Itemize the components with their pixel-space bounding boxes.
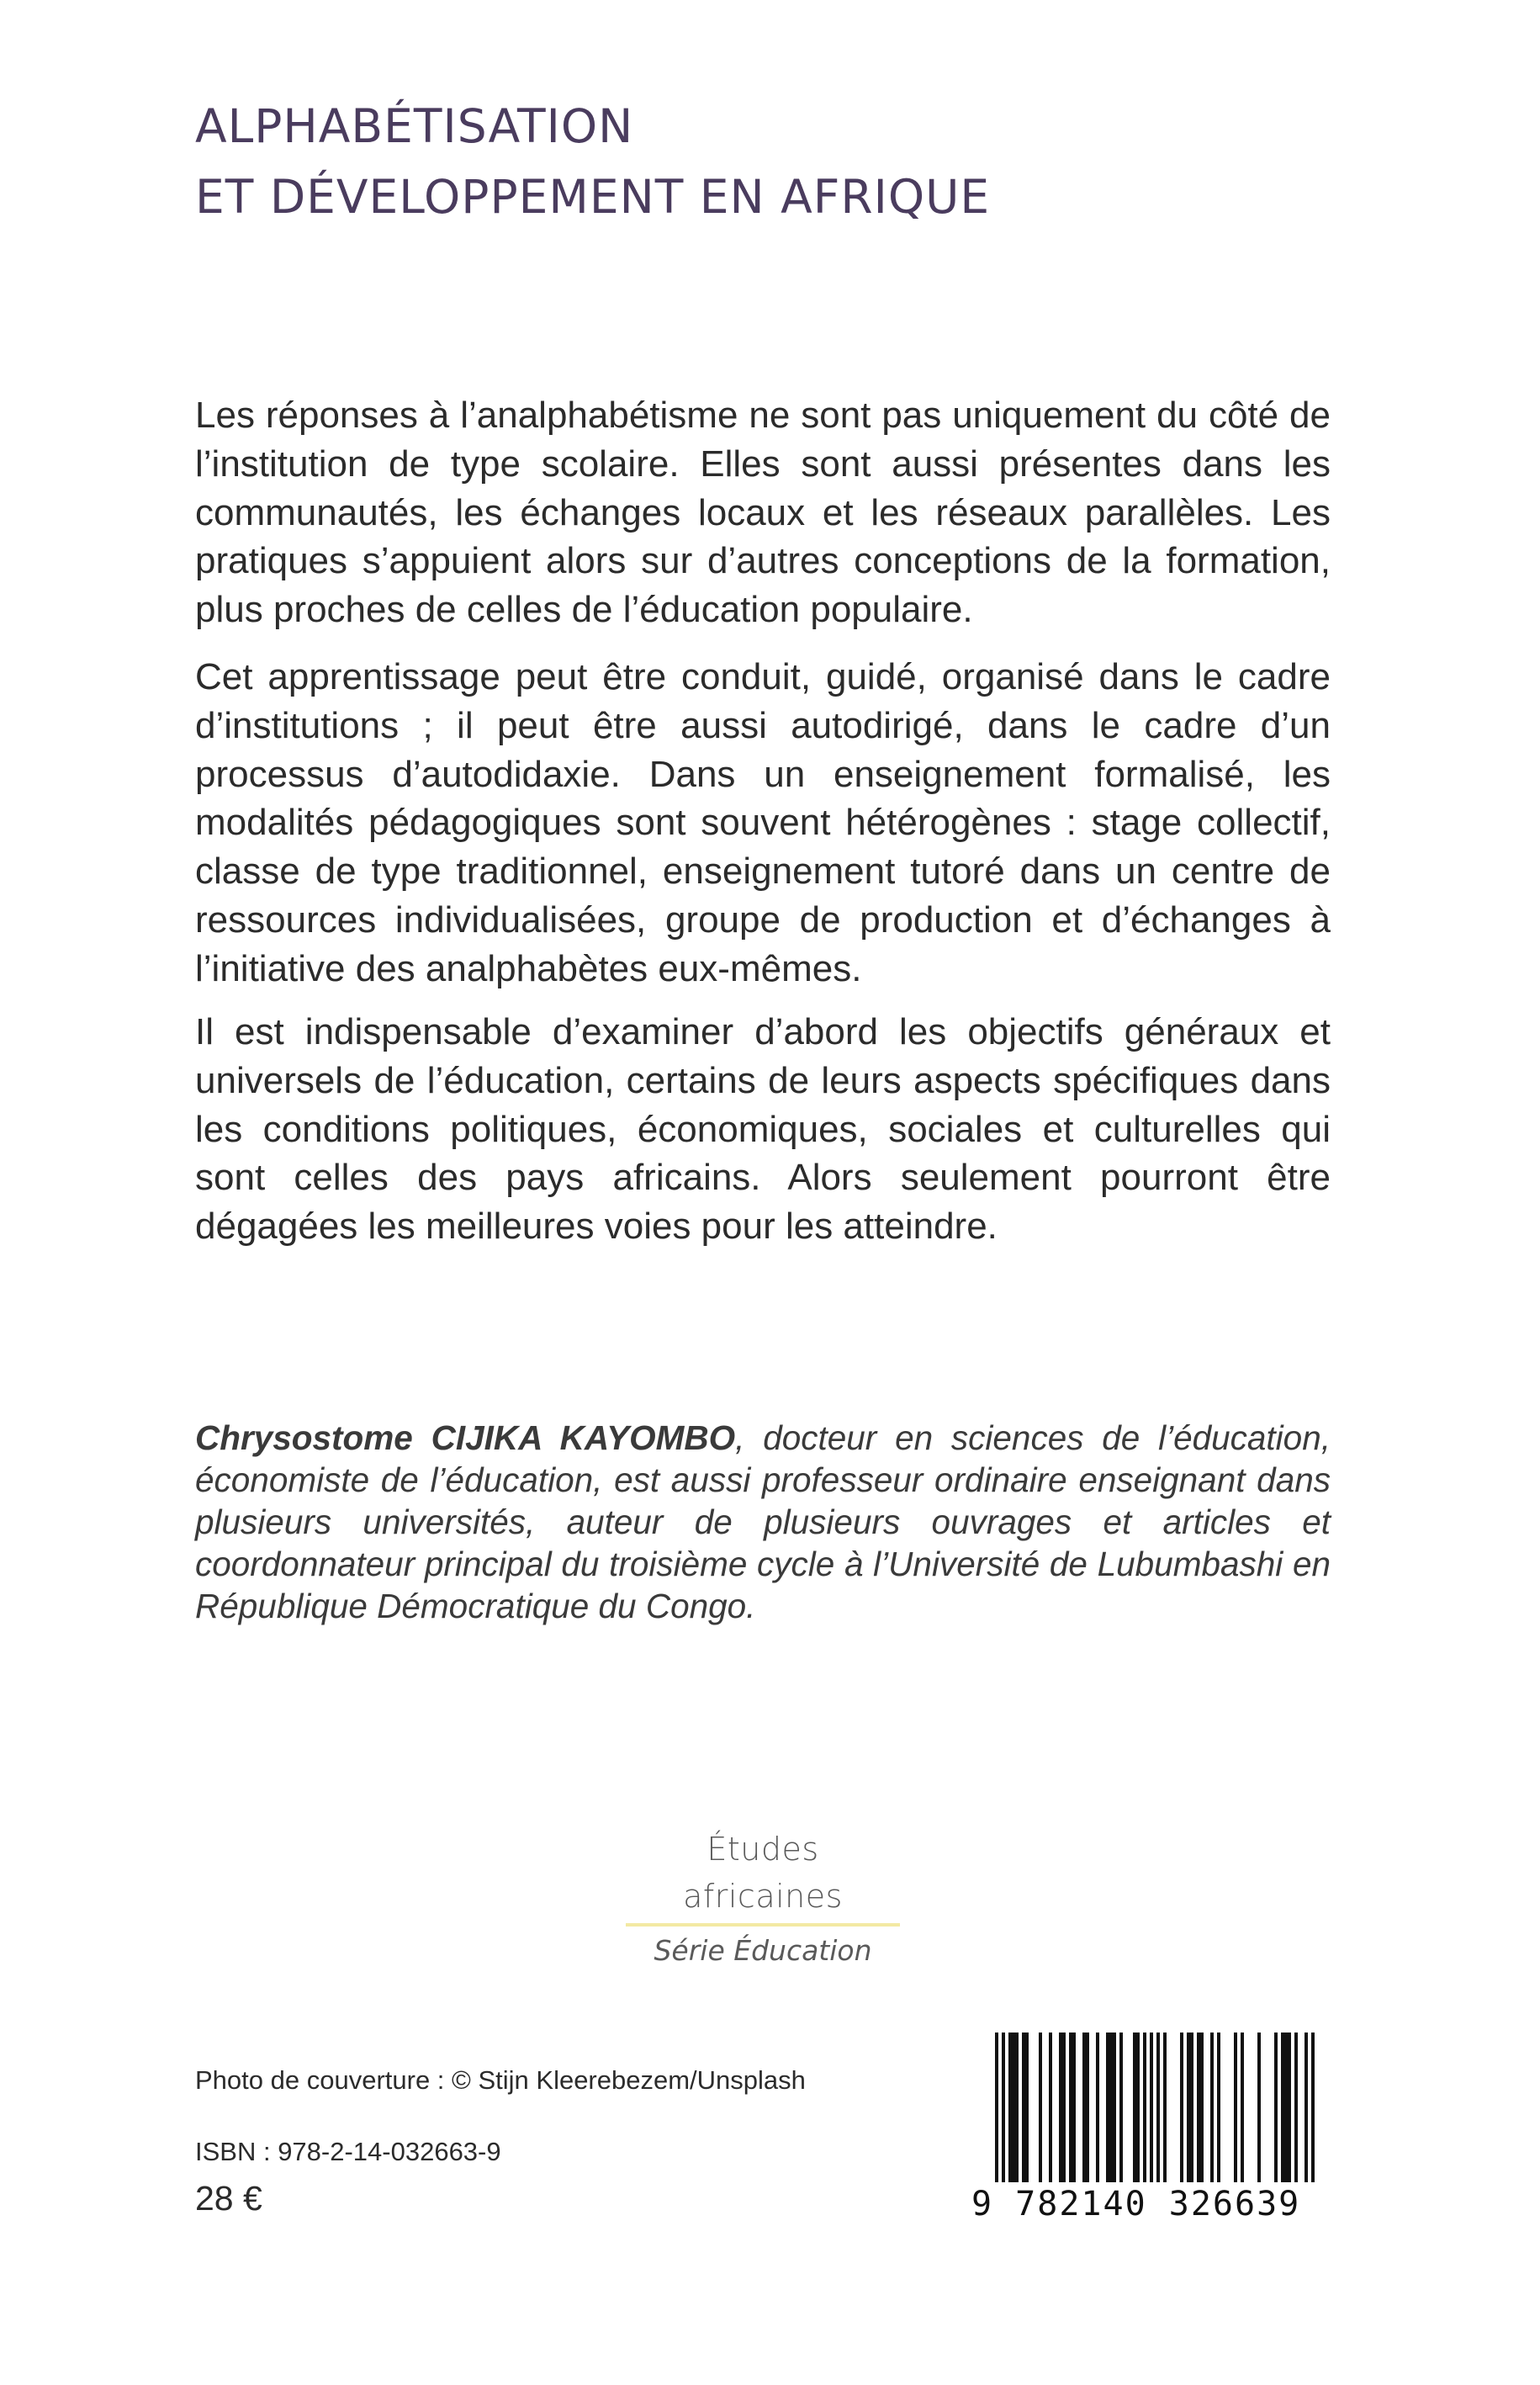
barcode-bar bbox=[1136, 2033, 1140, 2182]
barcode-bar bbox=[1197, 2033, 1200, 2182]
title-line-1: ALPHABÉTISATION bbox=[195, 99, 634, 153]
series-divider bbox=[626, 1923, 900, 1927]
barcode-bar bbox=[1305, 2033, 1308, 2192]
series-logo bbox=[626, 1826, 900, 1970]
barcode-bar bbox=[1082, 2033, 1086, 2182]
barcode-bar bbox=[1113, 2033, 1116, 2182]
cover-photo-credit: Photo de couverture : © Stijn Kleerebezem/Unsplash bbox=[195, 2065, 806, 2095]
barcode-bar bbox=[1311, 2033, 1315, 2192]
barcode-bar bbox=[1274, 2033, 1278, 2182]
barcode-bar bbox=[1119, 2033, 1123, 2182]
barcode-bar bbox=[1008, 2033, 1012, 2182]
barcode-bar bbox=[995, 2033, 998, 2192]
barcode-bar bbox=[1281, 2033, 1284, 2182]
barcode-bar bbox=[1288, 2033, 1291, 2182]
barcode-bar bbox=[1150, 2033, 1153, 2192]
barcode-bar bbox=[1234, 2033, 1237, 2182]
barcode-bar bbox=[1187, 2033, 1190, 2182]
barcode-bar bbox=[1284, 2033, 1288, 2182]
barcode-bar bbox=[1190, 2033, 1193, 2182]
blurb-paragraph-2: Cet apprentissage peut être conduit, guidé, organisé dans le cadre d’institutions ; il peut être aussi autodirigé, dans le cadre d’un processus d’autodidaxie. Dans un enseignement formalisé, les modalités pédagogiques sont souvent hétérogènes : stage collectif, classe de type traditionnel, enseignement tutoré dans un centre de ressources individualisées, groupe de production et d’échanges à l’initiative des analphabètes eux-mêmes. bbox=[195, 656, 1331, 989]
barcode-bar bbox=[1039, 2033, 1042, 2182]
barcode-bar bbox=[1025, 2033, 1029, 2182]
barcode-bar bbox=[1210, 2033, 1214, 2182]
barcode-bar bbox=[1217, 2033, 1220, 2182]
isbn: ISBN : 978-2-14-032663-9 bbox=[195, 2137, 501, 2166]
blurb-paragraph-1: Les réponses à l’analphabétisme ne sont pas uniquement du côté de l’institution de type scolaire. Elles sont aussi présentes dans les communautés, les échanges locaux et les réseaux parallèles. Les pratiques s’appuient alors sur d’autres conceptions de la formation, plus proches de celles de l’éducation populaire. bbox=[195, 395, 1331, 631]
book-title bbox=[195, 91, 990, 232]
barcode-bar bbox=[1106, 2033, 1109, 2182]
author-description: , docteur en sciences de l’éducation, économiste de l’éducation, est aussi professeur ordinaire enseignant dans plusieurs universités, auteur de plusieurs ouvrages et articles et coordonnateur principal du troisième cycle à l’Université de Lubumbashi en République Démocratique du Congo. bbox=[195, 1418, 1331, 1625]
blurb-paragraph-3: Il est indispensable d’examiner d’abord les objectifs généraux et universels de l’éducation, certains de leurs aspects spécifiques dans les conditions politiques, économiques, sociales et culturelles qui sont celles des pays africains. Alors seulement pourront être dégagées les meilleures voies pour les atteindre. bbox=[195, 1011, 1331, 1248]
barcode-bar bbox=[1072, 2033, 1076, 2182]
barcode-bar bbox=[1257, 2033, 1261, 2182]
barcode-bar bbox=[1069, 2033, 1072, 2182]
barcode-bar bbox=[1086, 2033, 1089, 2182]
title-line-2: ET DÉVELOPPEMENT EN AFRIQUE bbox=[195, 170, 991, 224]
barcode bbox=[971, 2033, 1325, 2226]
barcode-bar bbox=[1059, 2033, 1062, 2182]
barcode-bar bbox=[1002, 2033, 1005, 2192]
barcode-bars bbox=[971, 2033, 1325, 2192]
barcode-bar bbox=[1143, 2033, 1146, 2182]
barcode-bar bbox=[1241, 2033, 1244, 2182]
barcode-bar bbox=[1062, 2033, 1066, 2182]
barcode-bar bbox=[1049, 2033, 1052, 2182]
barcode-bar bbox=[1022, 2033, 1025, 2182]
barcode-bar bbox=[1180, 2033, 1183, 2182]
barcode-bar bbox=[1096, 2033, 1099, 2182]
barcode-bar bbox=[1294, 2033, 1298, 2182]
series-subtitle: Série Éducation bbox=[654, 1934, 872, 1967]
author-bio bbox=[195, 1417, 1331, 1627]
series-name: Études africaines bbox=[683, 1831, 843, 1915]
barcode-bar bbox=[1200, 2033, 1204, 2182]
price: 28 € bbox=[195, 2179, 262, 2218]
barcode-bar bbox=[1163, 2033, 1167, 2182]
barcode-bar bbox=[1015, 2033, 1019, 2182]
barcode-bar bbox=[1133, 2033, 1136, 2182]
barcode-digits: 9 782140 326639 bbox=[971, 2182, 1325, 2226]
barcode-bar bbox=[1156, 2033, 1160, 2192]
barcode-bar bbox=[1109, 2033, 1113, 2182]
author-name: Chrysostome CIJIKA KAYOMBO bbox=[195, 1418, 736, 1457]
barcode-bar bbox=[1012, 2033, 1015, 2182]
